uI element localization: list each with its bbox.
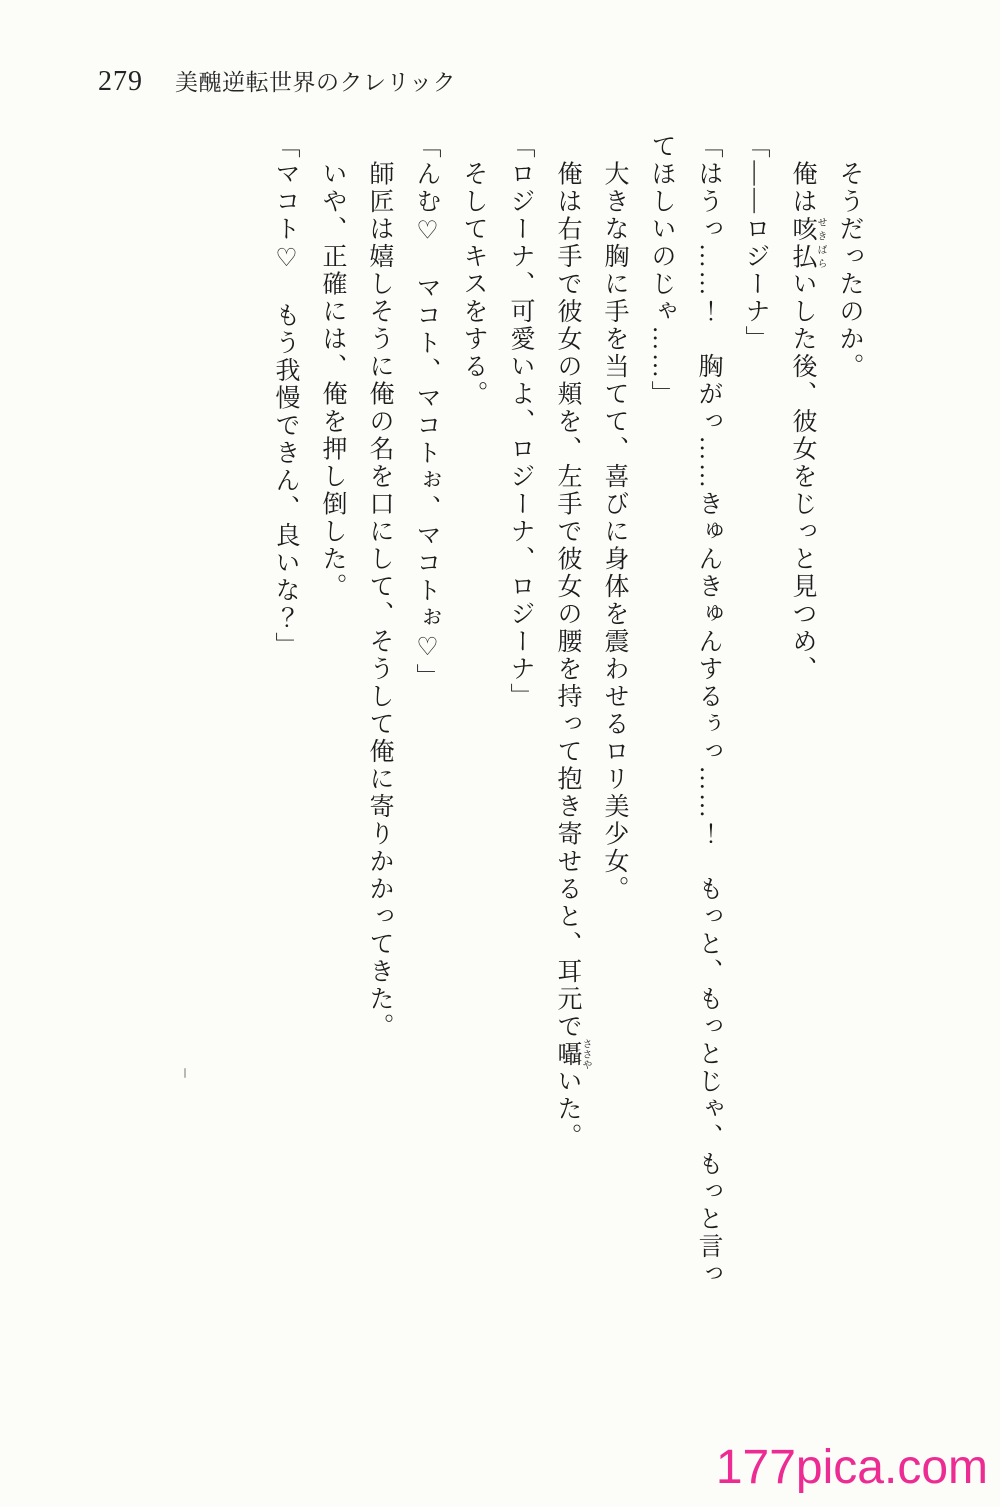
body-text [262, 133, 873, 1308]
line-7-pre: 俺は右手で彼女の頬を、左手で彼女の腰を持って抱き寄せると、耳元で [554, 133, 581, 1041]
novel-line-13: 「マコト♡ もう我慢できん、良いな？」 [272, 133, 299, 660]
ruby-text: ささや [580, 1038, 591, 1070]
novel-line-12: いや、正確には、俺を押し倒した。 [319, 133, 346, 601]
novel-line-5: てほしいのじゃ……」 [648, 133, 675, 408]
line-2-post: いした後、彼女をじっと見つめ、 [789, 270, 816, 683]
ruby-base: 囁 [554, 1038, 581, 1070]
novel-line-2 [779, 133, 826, 1308]
novel-line-6: 大きな胸に手を当てて、喜びに身体を震わせるロリ美少女。 [601, 133, 628, 903]
novel-line-10: 「んむ♡ マコト、マコトぉ、マコトぉ♡」 [413, 133, 440, 691]
scan-artifact [184, 1068, 186, 1078]
line-7-post: いた。 [554, 1068, 581, 1151]
novel-line-1: そうだったのか。 [836, 133, 863, 381]
running-title: 美醜逆転世界のクレリック [175, 70, 457, 95]
novel-line-3: 「――ロジーナ」 [742, 133, 769, 353]
ruby-base: 咳払 [789, 215, 816, 271]
furigana-sekibara [789, 215, 826, 271]
novel-line-4: 「はうっ……！ 胸がっ……きゅんきゅんするぅっ……！ もっと、もっとじゃ、もっと言っ [695, 133, 722, 1288]
ruby-text: せきばら [815, 215, 826, 271]
novel-line-11: 師匠は嬉しそうに俺の名を口にして、そうして俺に寄りかかってきた。 [366, 133, 393, 1041]
page-header [98, 64, 456, 98]
novel-line-9: そしてキスをする。 [460, 133, 487, 408]
line-2-pre: 俺は [789, 133, 816, 216]
novel-line-8: 「ロジーナ、可愛いよ、ロジーナ、ロジーナ」 [507, 133, 534, 711]
novel-line-7 [544, 133, 591, 1308]
furigana-sasaya [554, 1038, 591, 1070]
page-number: 279 [98, 66, 143, 97]
watermark-text: 177pica.com [715, 1441, 988, 1494]
